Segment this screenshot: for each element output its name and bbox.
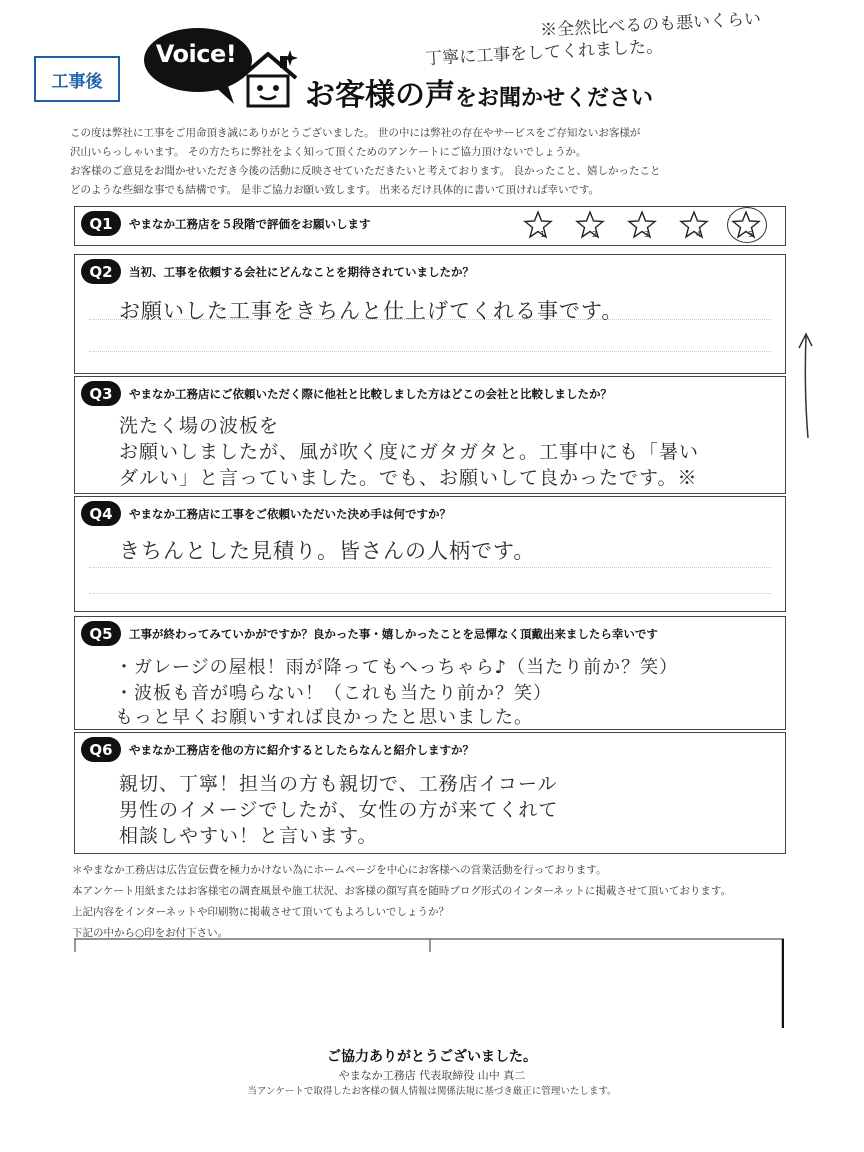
star-icon (575, 210, 605, 240)
q5-badge: Q5 (81, 621, 121, 646)
title-sub: をお聞かせください (455, 86, 654, 111)
q5-answer-line: ・波板も音が鳴らない！（これも当たり前か？笑） (115, 683, 552, 704)
q3-answer-line: ダルい」と言っていました。でも、お願いして良かったです。※ (119, 467, 698, 489)
q5-box (74, 616, 786, 730)
q1-box (74, 206, 786, 246)
star-number: 2 (592, 230, 598, 239)
q3-answer-line: お願いしましたが、風が吹く度にガタガタと。工事中にも「暑い (119, 441, 700, 463)
star-number: 1 (540, 230, 546, 239)
smiling-house-icon (236, 48, 300, 110)
q6-answer-line: 男性のイメージでしたが、女性の方が来てくれて (119, 799, 559, 821)
ruled-line (89, 567, 771, 568)
q3-question: やまなか工務店にご依頼いただく際に他社と比較しました方はどこの会社と比較しましたか？ (129, 386, 612, 401)
q1-badge: Q1 (81, 211, 121, 236)
intro-line: どのような些細な事でも結構です。 是非ご協力お願い致します。 出来るだけ具体的に書いて頂ければ幸いです。 (70, 184, 600, 196)
q2-header (81, 259, 474, 284)
footnote-line: 本アンケート用紙またはお客様宅の調査風景や施工状況、お客様の顔写真を随時ブログ形式のインターネットに掲載させて頂いております。 (72, 885, 732, 897)
q5-answer-line: もっと早くお願いすれば良かったと思いました。 (115, 707, 533, 728)
rating-stars (523, 210, 771, 242)
q2-question: 当初、工事を依頼する会社にどんなことを期待されていましたか？ (129, 264, 474, 279)
intro-line: この度は弊社に工事をご用命頂き誠にありがとうございました。 世の中には弊社の存在やサービスをご存知ないお客様が (70, 127, 641, 139)
q6-header (81, 737, 474, 762)
voice-label: Voice! (155, 40, 237, 68)
rating-star[interactable] (679, 210, 719, 242)
q6-question: やまなか工務店を他の方に紹介するとしたらなんと紹介しますか？ (129, 742, 474, 757)
star-number: 4 (696, 230, 702, 239)
ruled-line (89, 351, 771, 352)
intro-line: 沢山いらっしゃいます。 その方たちに弊社をよく知って頂くためのアンケートにご協力頂けないでしょうか。 (70, 146, 587, 158)
rating-star[interactable] (627, 210, 667, 242)
rating-star[interactable] (523, 210, 563, 242)
q2-answer-line: お願いした工事をきちんと仕上げてくれる事です。 (119, 299, 624, 323)
privacy-notice: 当アンケートで取得したお客様の個人情報は関係法規に基づき厳正に管理いたします。 (247, 1086, 617, 1097)
handwritten-arrow-up-icon (794, 330, 818, 440)
title-main: お客様の声 (305, 78, 455, 113)
star-icon (627, 210, 657, 240)
q6-answer-line: 相談しやすい！と言います。 (119, 825, 378, 847)
q4-answer-line: きちんとした見積り。皆さんの人柄です。 (119, 539, 536, 563)
footnote-line: 下記の中から○印をお付下さい。 (72, 927, 229, 939)
q2-badge: Q2 (81, 259, 121, 284)
q6-badge: Q6 (81, 737, 121, 762)
q4-header (81, 501, 451, 526)
q5-answer-line: ・ガレージの屋根！雨が降ってもへっちゃら♪（当たり前か？笑） (115, 657, 679, 678)
star-icon (679, 210, 709, 240)
page-title (305, 70, 653, 114)
consent-selection-area[interactable] (74, 938, 784, 1034)
handwritten-note-top-right: ※全然比べるのも悪いくらい (539, 9, 762, 41)
q3-badge: Q3 (81, 381, 121, 406)
star-number: 5 (748, 230, 754, 239)
company-signature: やまなか工務店 代表取締役 山中 真二 (338, 1069, 526, 1082)
footnote-line: 上記内容をインターネットや印刷物に掲載させて頂いてもよろしいでしょうか？ (72, 906, 450, 918)
q4-badge: Q4 (81, 501, 121, 526)
rating-star[interactable] (575, 210, 615, 242)
q3-header (81, 381, 612, 406)
star-icon (523, 210, 553, 240)
q1-question: やまなか工務店を５段階で評価をお願いします (129, 216, 371, 231)
intro-text (70, 124, 810, 200)
q4-question: やまなか工務店に工事をご依頼いただいた決め手は何ですか？ (129, 506, 451, 521)
thanks-message: ご協力ありがとうございました。 (327, 1049, 537, 1065)
ruled-line (89, 593, 771, 594)
q5-header (81, 621, 658, 646)
q5-question: 工事が終わってみていかがですか？良かった事・嬉しかったことを忌憚なく頂戴出来ましたら幸いです (129, 626, 658, 641)
q6-box (74, 732, 786, 854)
q6-answer-line: 親切、丁寧！担当の方も親切で、工務店イコール (119, 773, 558, 795)
after-construction-tag: 工事後 (34, 56, 120, 102)
intro-line: お客様のご意見をお聞かせいただき今後の活動に反映させていただきたいと考えております。 良かったこと、嬉しかったこと (70, 165, 661, 177)
q2-box (74, 254, 786, 374)
footnote-line: ＊やまなか工務店は広告宣伝費を極力かけない為にホームページを中心にお客様への営業活動を行っております。 (72, 864, 607, 876)
q4-box (74, 496, 786, 612)
star-number: 3 (644, 230, 650, 239)
rating-star-selected[interactable] (731, 210, 771, 242)
q3-box (74, 376, 786, 494)
q3-answer-line: 洗たく場の波板を (119, 415, 280, 437)
handwritten-note-top: 丁寧に工事をしてくれました。 (424, 36, 664, 70)
q1-header (81, 211, 371, 236)
publication-consent-note (72, 860, 812, 944)
selected-circle-mark (727, 207, 767, 243)
